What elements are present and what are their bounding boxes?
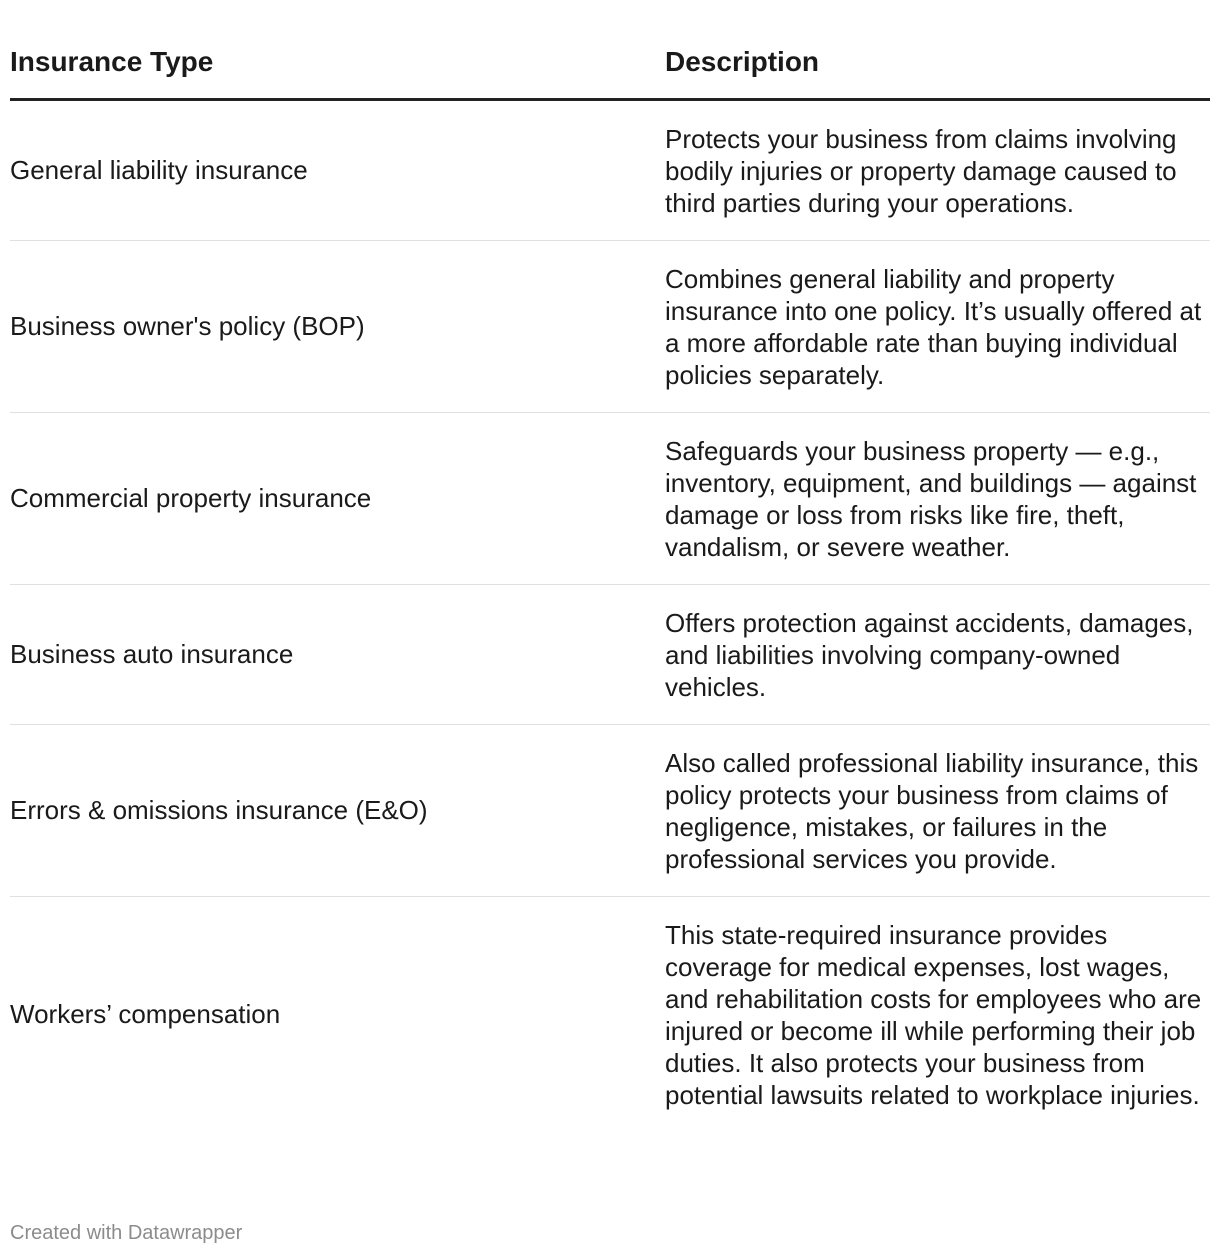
description-cell: Safeguards your business property — e.g., inventory, equipment, and buildings — against damage or loss from risks like fire, theft, vandalism, or severe weather. [665, 412, 1210, 584]
description-cell: Combines general liability and property insurance into one policy. It’s usually offered at a more affordable rate than buying individual policies separately. [665, 240, 1210, 412]
insurance-type-cell: Errors & omissions insurance (E&O) [10, 724, 665, 896]
table-row [10, 412, 1210, 584]
insurance-table [10, 0, 1210, 1132]
description-cell: Also called professional liability insurance, this policy protects your business from claims of negligence, mistakes, or failures in the professional services you provide. [665, 724, 1210, 896]
header-description: Description [665, 0, 1210, 99]
insurance-table-container [10, 0, 1210, 1132]
table-row [10, 724, 1210, 896]
insurance-type-cell: Commercial property insurance [10, 412, 665, 584]
description-cell: Offers protection against accidents, damages, and liabilities involving company-owned vehicles. [665, 584, 1210, 724]
description-cell: Protects your business from claims involving bodily injuries or property damage caused to third parties during your operations. [665, 99, 1210, 240]
insurance-type-cell: Workers’ compensation [10, 999, 281, 1029]
table-row [10, 240, 1210, 412]
datawrapper-credit[interactable]: Created with Datawrapper [10, 1222, 243, 1244]
insurance-type-cell: Business owner's policy (BOP) [10, 240, 665, 412]
insurance-type-cell: Business auto insurance [10, 584, 665, 724]
table-row [10, 584, 1210, 724]
table-row [10, 896, 1210, 1132]
description-cell: This state-required insurance provides coverage for medical expenses, lost wages, and rehabilitation costs for employees who are injured or become ill while performing their job duties. It also protects your business from potential lawsuits related to workplace injuries. [665, 919, 1202, 1110]
insurance-type-cell: General liability insurance [10, 99, 665, 240]
table-row [10, 99, 1210, 240]
table-header-row [10, 0, 1210, 99]
header-insurance-type: Insurance Type [10, 0, 665, 99]
